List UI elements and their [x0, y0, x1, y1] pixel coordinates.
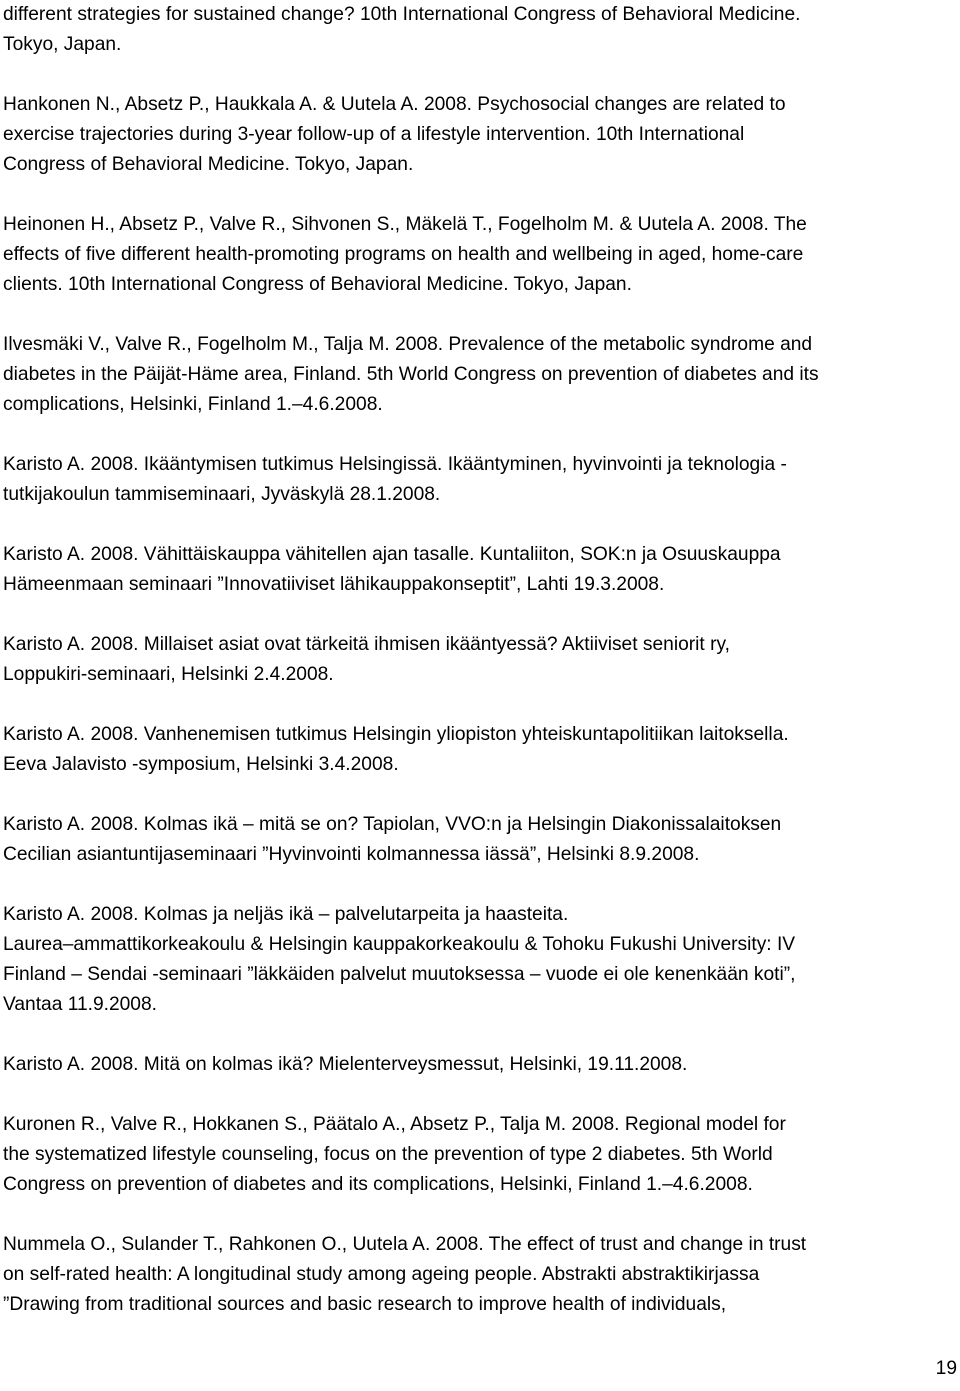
- reference-entry: Hankonen N., Absetz P., Haukkala A. & Uutela A. 2008. Psychosocial changes are related to exercise trajectories during 3-year follow-up of a lifestyle intervention. 10th International Congress of Behavioral Medicine. Tokyo, Japan.: [3, 94, 786, 175]
- reference-list: [3, 0, 953, 1320]
- reference-entry: Karisto A. 2008. Mitä on kolmas ikä? Mielenterveysmessut, Helsinki, 19.11.2008.: [3, 1054, 688, 1075]
- reference-entry: Ilvesmäki V., Valve R., Fogelholm M., Talja M. 2008. Prevalence of the metabolic syndrome and diabetes in the Päijät-Häme area, Finland. 5th World Congress on prevention of diabetes and its complications, Helsinki, Finland 1.–4.6.2008.: [3, 334, 819, 415]
- spacer: [3, 690, 953, 720]
- spacer: [3, 870, 953, 900]
- spacer: [3, 780, 953, 810]
- spacer: [3, 1020, 953, 1050]
- reference-entry: Karisto A. 2008. Vähittäiskauppa vähitellen ajan tasalle. Kuntaliiton, SOK:n ja Osuuskauppa Hämeenmaan seminaari ”Innovatiiviset lähikauppakonseptit”, Lahti 19.3.2008.: [3, 544, 781, 595]
- reference-entry: Kuronen R., Valve R., Hokkanen S., Päätalo A., Absetz P., Talja M. 2008. Regional model for the systematized lifestyle counseling, focus on the prevention of type 2 diabetes. 5th World Congress on prevention of diabetes and its complications, Helsinki, Finland 1.–4.6.2008.: [3, 1114, 786, 1195]
- spacer: [3, 510, 953, 540]
- spacer: [3, 1200, 953, 1230]
- reference-entry: Nummela O., Sulander T., Rahkonen O., Uutela A. 2008. The effect of trust and change in trust on self-rated health: A longitudinal study among ageing people. Abstrakti abstraktikirjassa ”Drawing from traditional sources and basic research to improve health of individuals,: [3, 1234, 807, 1315]
- spacer: [3, 1080, 953, 1110]
- reference-entry: Karisto A. 2008. Kolmas ikä – mitä se on? Tapiolan, VVO:n ja Helsingin Diakonissalaitoksen Cecilian asiantuntijaseminaari ”Hyvinvointi kolmannessa iässä”, Helsinki 8.9.2008.: [3, 814, 782, 865]
- spacer: [3, 180, 953, 210]
- reference-entry: Karisto A. 2008. Millaiset asiat ovat tärkeitä ihmisen ikääntyessä? Aktiiviset seniorit ry, Loppukiri-seminaari, Helsinki 2.4.2008.: [3, 634, 730, 685]
- reference-entry: Karisto A. 2008. Vanhenemisen tutkimus Helsingin yliopiston yhteiskuntapolitiikan laitoksella. Eeva Jalavisto -symposium, Helsinki 3.4.2008.: [3, 724, 789, 775]
- reference-entry: Heinonen H., Absetz P., Valve R., Sihvonen S., Mäkelä T., Fogelholm M. & Uutela A. 2008. The effects of five different health-promoting programs on health and wellbeing in aged, home-care clients. 10th International Congress of Behavioral Medicine. Tokyo, Japan.: [3, 214, 807, 295]
- page-number: 19: [935, 1358, 957, 1379]
- reference-entry: Karisto A. 2008. Ikääntymisen tutkimus Helsingissä. Ikääntyminen, hyvinvointi ja teknologia - tutkijakoulun tammiseminaari, Jyväskylä 28.1.2008.: [3, 454, 787, 505]
- spacer: [3, 300, 953, 330]
- spacer: [3, 420, 953, 450]
- reference-entry: different strategies for sustained change? 10th International Congress of Behavioral Medicine. Tokyo, Japan.: [3, 4, 801, 55]
- reference-entry: Karisto A. 2008. Kolmas ja neljäs ikä – palvelutarpeita ja haasteita. Laurea–ammattikorkeakoulu & Helsingin kauppakorkeakoulu & Tohoku Fukushi University: IV Finland – Sendai -seminaari ”läkkäiden palvelut muutoksessa – vuode ei ole kenenkään koti”, Vantaa 11.9.2008.: [3, 904, 796, 1015]
- spacer: [3, 60, 953, 90]
- spacer: [3, 600, 953, 630]
